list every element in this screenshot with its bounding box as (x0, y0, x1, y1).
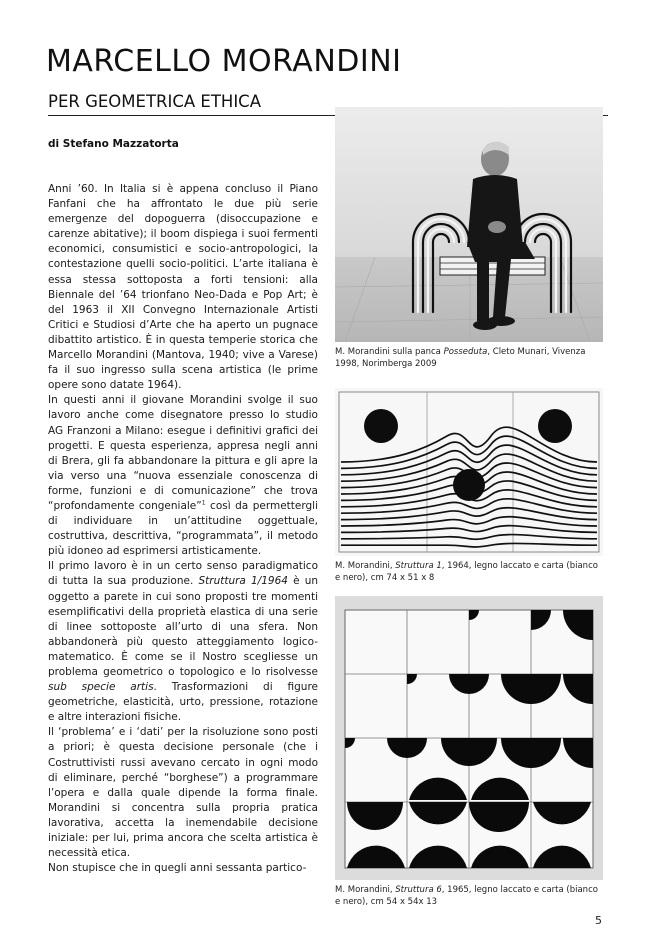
struttura-1-image (335, 388, 603, 556)
figure-1-caption (335, 347, 603, 370)
article-body (48, 182, 318, 876)
author-byline: di Stefano Mazzatorta (48, 138, 179, 150)
artist-on-bench-photo (335, 107, 603, 342)
fig2-caption-b: , 1964, legno laccato e carta (bianco e nero), cm 74 x 51 x 8 (335, 561, 598, 583)
fig1-caption-b: , Cleto Munari, Vivenza 1998, Norimberga 2009 (335, 347, 586, 369)
article-subtitle: PER GEOMETRICA ETHICA (48, 92, 261, 111)
fig3-caption-b: , 1965, legno laccato e carta (bianco e nero), cm 54 x 54x 13 (335, 885, 598, 907)
paragraph-2-text-a: In questi anni il giovane Morandini svolge il suo lavoro anche come disegnatore presso lo studio AG Franzoni a Milano: esegue i definitivi grafici dei progetti. E questa esperienza, appresa negli anni di Brera, gli fa abbandonare la pittura e gli apre la via verso una “nuova essenziale conoscenza di forme, funzioni e di comunicazione” che trova “profondamente congeniale” (48, 394, 318, 512)
article-title: MARCELLO MORANDINI (46, 44, 402, 79)
figure-artist-photo (335, 107, 603, 370)
paragraph-4: Il ‘problema’ e i ‘dati’ per la risoluzione sono posti a priori; è questa decisione personale (che i Costruttivisti russi avevano cercato in ogni modo di eliminare, perché “borghese”) a programmare l’opera e dalla quale dipende la forma finale. Morandini si concentra sulla propria pratica lavorativa, accetta la inemendabile decisione iniziale: per lui, prima ancora che scelta artistica è necessità etica. (48, 726, 318, 860)
fig3-caption-a: M. Morandini, (335, 885, 396, 895)
paragraph-3-text-a: Il primo lavoro è in un certo senso paradigmatico di tutta la sua produzione. (48, 560, 318, 588)
paragraph-3-text-b: è un oggetto a parete in cui sono proposti tre momenti esemplificativi della proprietà elastica di una serie di linee sottoposte all’urto di una sfera. Non abbandonerà più questo atteggiamento logico-matematico. È come se il Nostro scegliesse un problema geometrico o topologico e lo risolvesse (48, 575, 319, 678)
fig2-caption-work: Struttura 1 (395, 561, 442, 571)
artist-on-bench-image (335, 107, 603, 342)
page-number: 5 (595, 914, 602, 927)
figure-3-caption (335, 885, 603, 908)
figure-2-caption (335, 561, 603, 584)
latin-phrase: sub specie artis (48, 681, 154, 694)
fig2-caption-a: M. Morandini, (335, 561, 396, 571)
paragraph-1: Anni ’60. In Italia si è appena concluso il Piano Fanfani che ha affrontato le due più serie emergenze del dopoguerra (disoccupazione e carenze abitative); il boom dispiega i suoi fermenti economici, consumistici e socio-antropologici, la contestazione quelli socio-politici. L’arte italiana è essa stessa sottoposta a forti tensioni: alla Biennale del ’64 trionfano Neo-Dada e Pop Art; è del 1963 il XII Convegno Internazionale Artisti Critici e Studiosi d’Arte che ha aperto un pugnace dibattito artistico. È in questa temperie storica che Marcello Morandini (Mantova, 1940; vive a Varese) fa il suo ingresso sulla scena artistica (le prime opere sono datate 1964). (48, 183, 318, 392)
fig1-caption-work: Posseduta (443, 347, 488, 357)
footnote-ref-1: 1 (201, 499, 206, 507)
paragraph-3 (48, 559, 318, 725)
struttura-1-artwork (335, 388, 603, 556)
figure-struttura-1 (335, 388, 603, 584)
struttura-6-image (335, 596, 603, 880)
work-title-struttura-1-1964: Struttura 1/1964 (198, 575, 288, 588)
paragraph-5: Non stupisce che in quegli anni sessanta partico- (48, 862, 307, 875)
figure-struttura-6 (335, 596, 603, 908)
fig1-caption-a: M. Morandini sulla panca (335, 347, 444, 357)
struttura-6-artwork (335, 596, 603, 880)
paragraph-2-text-b: così da permettergli di individuare in un’attitudine oggettuale, costruttiva, descrittiva, “programmata”, il metodo più idoneo ad esprimersi artisticamente. (48, 499, 318, 558)
paragraph-2 (48, 393, 318, 559)
paragraph-3-text-c: . Trasformazioni di figure geometriche, elasticità, urto, pressione, rotazione e altre interazioni fisiche. (48, 681, 318, 724)
fig3-caption-work: Struttura 6 (395, 885, 442, 895)
